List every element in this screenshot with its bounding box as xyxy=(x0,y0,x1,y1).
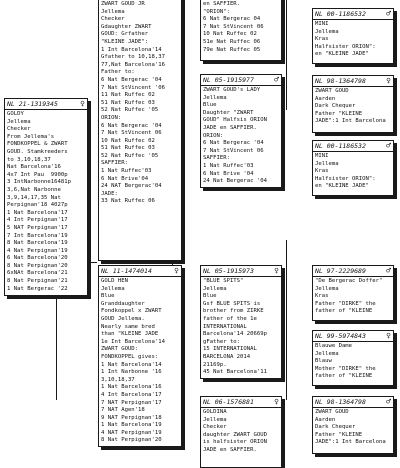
card-line: Jellema xyxy=(101,285,125,292)
card-header xyxy=(313,397,393,408)
card-line: Aarden xyxy=(315,95,336,102)
card-line: Jellema xyxy=(203,416,227,423)
card-line: father of "KLEINE xyxy=(315,308,373,315)
sex-icon: ♀ xyxy=(174,266,179,275)
card-line: 4x7 Int Pau 9900p xyxy=(7,171,68,178)
card-line: 6 Nat Brive'04 xyxy=(101,175,149,182)
card-line: Kras xyxy=(315,293,329,300)
ring-number: NL 00-1186532 xyxy=(315,142,366,150)
card-line: 3 IntNarbonne16481p xyxy=(7,179,71,186)
card-line: Jellema xyxy=(7,118,31,125)
card-line: Nearly same bred xyxy=(101,323,155,330)
card-body xyxy=(313,408,393,447)
card-line: ZWART GOUD xyxy=(315,88,349,94)
connector-line xyxy=(286,240,287,400)
card-line: 8 Nat Perpignan'21 xyxy=(7,278,68,285)
pedigree-card[interactable] xyxy=(200,396,282,468)
card-line: ZWART GOUD: xyxy=(101,346,139,353)
pedigree-card[interactable] xyxy=(312,396,394,454)
card-line: 3,10,18,37 xyxy=(101,376,135,383)
card-line: GOLD HEN xyxy=(101,278,128,284)
card-line: 4 Int Perpignan'17 xyxy=(7,217,68,224)
card-line: JADE: xyxy=(101,190,118,197)
sex-icon: ♂ xyxy=(386,266,391,275)
card-line: JADE en SAFFIER. xyxy=(203,446,257,453)
sex-icon: ♀ xyxy=(274,397,279,406)
ring-number: NL 21-1319345 xyxy=(7,100,58,108)
card-line: Jellema xyxy=(315,350,339,357)
card-line: 1 Nat Barcelona'17 xyxy=(7,209,68,216)
card-line: Kras xyxy=(315,168,329,175)
card-line: 52 Nat Ruffec '05 xyxy=(101,152,159,159)
card-body xyxy=(313,342,393,381)
card-line: 51e Nat Ruffec 06 xyxy=(203,38,261,45)
card-line: en "KLEINE JADE" xyxy=(315,183,369,190)
card-line: 11 Nat Ruffec 02 xyxy=(101,92,155,99)
card-line: Jellema xyxy=(203,285,227,292)
card-header xyxy=(313,76,393,87)
card-line: Aarden xyxy=(315,416,336,423)
pedigree-card[interactable] xyxy=(312,75,394,133)
card-body xyxy=(313,87,393,126)
card-line: 8 Nat Barcelona'19 xyxy=(7,240,68,247)
pedigree-card[interactable] xyxy=(200,0,282,61)
pedigree-card[interactable] xyxy=(98,265,182,447)
ring-number: NL 05-1915977 xyxy=(203,76,254,84)
card-line: GOLDY xyxy=(7,111,24,117)
card-line: Blauwe Dame xyxy=(315,343,353,349)
card-line: JADE en SAFFIER. xyxy=(203,124,257,131)
card-line: Gdaughter ZWART xyxy=(101,23,152,30)
card-line: Granddaughter xyxy=(101,300,145,307)
card-line: 7 Nat StVincent 06 xyxy=(101,130,162,137)
card-line: Blue xyxy=(203,293,217,300)
card-line: GOUD: Grfather xyxy=(101,31,149,38)
card-line: Mother "DIRKE" the xyxy=(315,365,376,372)
ring-number: NL 97-2229689 xyxy=(315,267,366,275)
card-line: "De Bergerac Doffer" xyxy=(315,278,383,284)
card-line: 7 Nat StVincent 06 xyxy=(203,147,264,154)
card-line: Blauw xyxy=(315,358,332,365)
card-body xyxy=(313,277,393,316)
card-line: 8 Nat Perpignan'20 xyxy=(7,262,68,269)
card-body xyxy=(5,110,87,293)
sex-icon: ♀ xyxy=(386,76,391,85)
card-line: father of "KLEINE xyxy=(315,373,373,380)
pedigree-card[interactable] xyxy=(312,265,394,321)
card-line: ZWART GOUD JR xyxy=(101,1,145,7)
card-header xyxy=(313,141,393,152)
card-line: 51 Nat Ruffec 03 xyxy=(101,99,155,106)
card-header xyxy=(313,331,393,342)
card-body xyxy=(313,152,393,191)
sex-icon: ♀ xyxy=(386,331,391,340)
card-line: Jellema xyxy=(315,160,339,167)
card-line: 4 NAT Perpignan'19 xyxy=(101,429,162,436)
card-body xyxy=(201,0,281,54)
card-line: 1 Nat Barcelona'19 xyxy=(101,422,162,429)
card-line: 24 Nat Bergerac '04 xyxy=(203,178,267,185)
ring-number: NL 00-1186532 xyxy=(315,10,366,18)
card-line: SAFFIER: xyxy=(101,160,128,167)
card-line: INTERNATIONAL xyxy=(203,323,247,330)
card-header xyxy=(99,266,181,277)
card-line: 8 Nat Perpignan'20 xyxy=(101,437,162,444)
sex-icon: ♂ xyxy=(386,141,391,150)
card-line: Blue xyxy=(203,102,217,109)
card-line: 6 Nat Bergerac 04 xyxy=(203,16,261,23)
card-line: Halfsister ORION": xyxy=(315,175,376,182)
card-line: 1e Int Barcelona'14 xyxy=(101,338,165,345)
card-line: 6xNAt Barcelona'21 xyxy=(7,270,68,277)
card-line: 10 Nat Ruffec 02 xyxy=(101,137,155,144)
card-line: Fondkoppel x ZWART xyxy=(101,308,162,315)
card-line: JADE":1 Int Barcelona xyxy=(315,118,386,125)
sex-icon: ♂ xyxy=(386,397,391,406)
card-line: 15 INTERNATIONAL xyxy=(203,346,257,353)
sex-icon: ♂ xyxy=(274,75,279,84)
card-line: MINI xyxy=(315,21,329,27)
card-line: 1 Int Narbonne '16 xyxy=(101,369,162,376)
card-line: Father "DIRKE" the xyxy=(315,300,376,307)
card-line: 7 NAT Perpignan'17 xyxy=(101,399,162,406)
card-line: 7 NAT Agen'18 xyxy=(101,407,145,414)
card-line: ORION: xyxy=(101,114,122,121)
card-line: Nat Barcelona'16 xyxy=(7,164,61,171)
card-line: 9 NAT Perpignan'18 xyxy=(101,414,162,421)
card-line: 5 NAT Perpignan'17 xyxy=(7,224,68,231)
card-line: 52 Nat Ruffec '05 xyxy=(101,107,159,114)
card-line: BARCELONA 2014 xyxy=(203,353,251,360)
card-line: Checker xyxy=(7,126,31,133)
card-line: 7 Nat StVincent '06 xyxy=(101,84,165,91)
card-line: Jellema xyxy=(101,8,125,15)
connector-line xyxy=(286,0,287,110)
card-line: FONDKOPPEL & ZWART xyxy=(7,141,68,148)
card-line: "BLUE SPITS" xyxy=(203,278,244,284)
ring-number: NL 99-5974843 xyxy=(315,332,366,340)
card-line: Perpignan'18 4027p xyxy=(7,202,68,209)
card-line: 1 Int Barcelona'14 xyxy=(101,46,162,53)
card-header xyxy=(201,266,281,277)
card-line: MINI xyxy=(315,153,329,159)
card-line: GOUD. Stamkreeders xyxy=(7,148,68,155)
card-line: Barcelona'14 20669p xyxy=(203,331,267,338)
card-line: father of the 1e xyxy=(203,315,257,322)
ring-number: NL 98-1364798 xyxy=(315,77,366,85)
card-line: Checker xyxy=(101,16,125,23)
card-line: 6 Nat Bergerac '04 xyxy=(203,140,264,147)
ring-number: NL 11-1474014 xyxy=(101,267,152,275)
card-line: Gfather to 10,18,37 xyxy=(101,54,165,61)
card-header xyxy=(313,266,393,277)
card-line: 77,Nat Barcelona'16 xyxy=(101,61,165,68)
card-line: 51 Nat Ruffec 03 xyxy=(101,145,155,152)
card-body xyxy=(201,86,281,186)
card-line: Father to: xyxy=(101,69,135,76)
card-line: ORION: xyxy=(203,132,224,139)
card-line: 1 Nat Bergerac '22 xyxy=(7,285,68,292)
card-line: 79e Nat Ruffec 05 xyxy=(203,46,261,53)
card-body xyxy=(313,20,393,59)
card-line: en SAFFIER. xyxy=(203,1,241,7)
card-line: 24 NAT Bergerac'04 xyxy=(101,183,162,190)
card-line: 6 Nat Bergerac '04 xyxy=(101,122,162,129)
card-line: 3,9,14,17,35 Nat xyxy=(7,194,61,201)
pedigree-card[interactable] xyxy=(200,265,282,379)
sex-icon: ♂ xyxy=(386,9,391,18)
card-line: Dark Chequer xyxy=(315,424,356,431)
card-line: en "KLEINE JADE" xyxy=(315,51,369,58)
card-header xyxy=(313,9,393,20)
card-body xyxy=(99,277,181,445)
card-line: 7 Int Barcelona'19 xyxy=(7,232,68,239)
card-body xyxy=(201,277,281,377)
card-line: Jellema xyxy=(315,285,339,292)
card-line: 6 Nat Brive '04 xyxy=(203,170,254,177)
ring-number: NL 05-1915973 xyxy=(203,267,254,275)
pedigree-card[interactable] xyxy=(98,0,182,261)
pedigree-card[interactable] xyxy=(312,8,394,64)
card-line: Kras xyxy=(315,36,329,43)
pedigree-card[interactable] xyxy=(312,140,394,196)
card-header xyxy=(201,75,281,86)
card-line: 21169p. xyxy=(203,361,227,368)
card-line: Jellema xyxy=(315,28,339,35)
card-line: Father "KLEINE xyxy=(315,431,363,438)
card-line: SAFFIER: xyxy=(203,155,230,162)
ring-number: NL 98-1364798 xyxy=(315,398,366,406)
card-line: 6 Nat Barcelona'20 xyxy=(7,255,68,262)
card-line: gFather to: xyxy=(203,338,241,345)
pedigree-card[interactable] xyxy=(4,98,88,296)
card-line: 1 Nat Barcelona'14 xyxy=(101,361,162,368)
card-line: to 3,10,18,37 xyxy=(7,156,51,163)
card-line: than "KLEINE JADE xyxy=(101,331,159,338)
card-line: 7 Nat StVincent 06 xyxy=(203,23,264,30)
card-line: Jellema xyxy=(203,94,227,101)
sex-icon: ♀ xyxy=(80,99,85,108)
card-line: Dark Chequer xyxy=(315,103,356,110)
sex-icon: ♀ xyxy=(274,266,279,275)
card-line: 10 Nat Ruffec 02 xyxy=(203,31,257,38)
card-header xyxy=(201,397,281,408)
card-line: brother from ZIRKE xyxy=(203,308,264,315)
card-header xyxy=(5,99,87,110)
card-line: ZWART GOUD's LADY xyxy=(203,87,261,93)
card-line: 1 Nat Barcelona'16 xyxy=(101,384,162,391)
card-line: ZWART GOUD xyxy=(315,409,349,415)
card-line: 4 Int Barcelona'17 xyxy=(101,391,162,398)
card-line: Checker xyxy=(203,424,227,431)
card-line: Daughter "ZWART xyxy=(203,109,254,116)
card-line: Blue xyxy=(101,293,115,300)
card-line: Halfsister ORION": xyxy=(315,43,376,50)
ring-number: NL 06-1576881 xyxy=(203,398,254,406)
card-line: GOLDINA xyxy=(203,409,227,415)
card-line: is halfsister ORION xyxy=(203,439,267,446)
pedigree-card[interactable] xyxy=(200,74,282,188)
card-line: "KLEINE JADE": xyxy=(101,38,149,45)
card-line: "ORION": xyxy=(203,8,230,15)
card-line: 4 Nat Perpignan'19 xyxy=(7,247,68,254)
card-line: Father "KLEINE xyxy=(315,110,363,117)
card-line: 45 Nat Barcelona'11 xyxy=(203,369,267,376)
card-line: FONDKOPPEL gives: xyxy=(101,353,159,360)
pedigree-card[interactable] xyxy=(312,330,394,386)
card-line: 1 Nat Ruffec'03 xyxy=(101,168,152,175)
card-line: GOUD Jellema. xyxy=(101,315,145,322)
card-line: 3,6,Nat Narbonne xyxy=(7,186,61,193)
card-line: daughter ZWART GOUD xyxy=(203,431,267,438)
card-body xyxy=(201,408,281,455)
card-line: 1 Nat Ruffec'03 xyxy=(203,162,254,169)
card-line: 6 Nat Bergerac '04 xyxy=(101,76,162,83)
card-line: From Jellema's xyxy=(7,133,55,140)
card-line: GOUD" Halfsis ORION xyxy=(203,117,267,124)
card-body xyxy=(99,0,181,206)
card-line: JADE":1 Int Barcelona xyxy=(315,439,386,446)
card-line: Gsf BLUE SPITS is xyxy=(203,300,261,307)
card-line: 33 Nat Ruffec 06 xyxy=(101,198,155,205)
